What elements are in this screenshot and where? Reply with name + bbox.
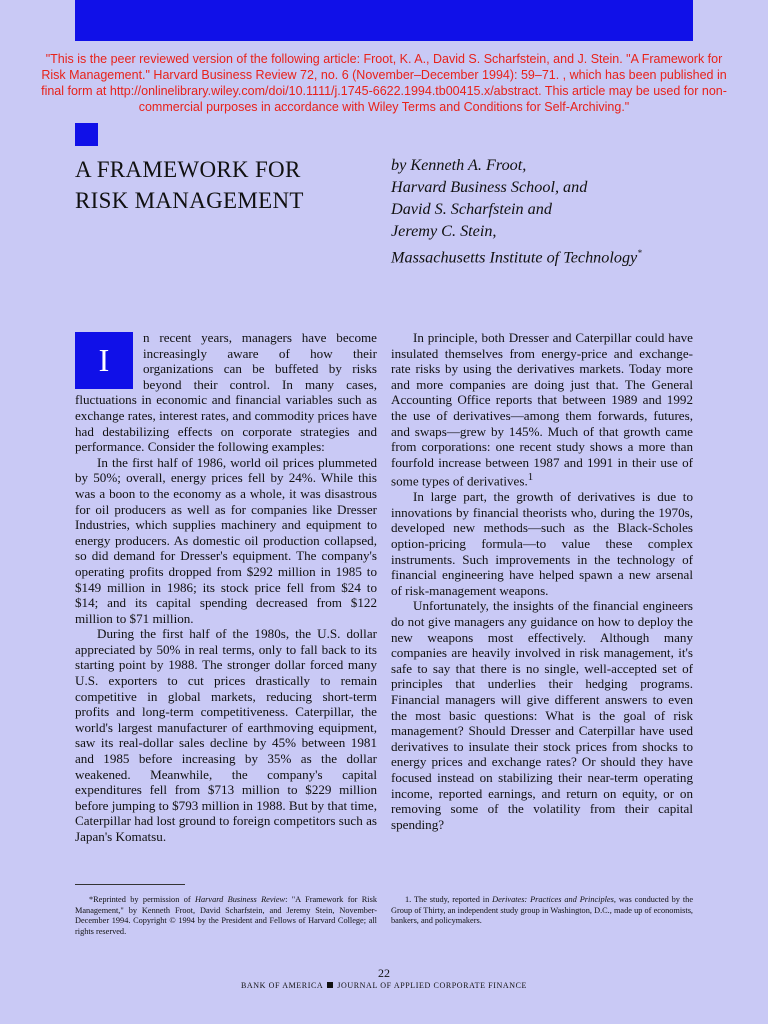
author-line-5 (391, 242, 721, 268)
body-paragraph: In the first half of 1986, world oil prices plummeted by 50%; overall, energy prices fell by 24%. While this was a boon to the economy as a whole, it was disastrous for oil producers as well as for companies like Dresser Industries, which supplies machinery and equipment to energy producers. As domestic oil production collapsed, so did demand for Dresser's equipment. The company's operating profits dropped from $292 million in 1985 to $149 million in 1986; its stock price fell from $24 to $14; and its capital spending decreased from $122 million to $71 million. (75, 454, 377, 626)
footnote-text (75, 895, 377, 937)
footnote-text-part: , was conducted by the Group of Thirty, an independent study group in Washington, D.C., made up of economists, bankers, and policymakers. (391, 895, 694, 926)
footnote-rule (75, 884, 185, 885)
footnote-text-part: : "A Framework for Risk Management," by Kenneth Froot, David Scharfstein, and Jeremy Stein, November-December 1994. Copyright © 1994 by the President and Fellows of Harvard College; all rights reserved. (75, 895, 377, 936)
body-column-left (75, 330, 377, 845)
footer-journal: JOURNAL OF APPLIED CORPORATE FINANCE (337, 981, 528, 990)
drop-cap: I (75, 332, 133, 389)
footer-publisher: BANK OF AMERICA (240, 981, 324, 990)
affiliation-mit: Massachusetts Institute of Technology (391, 248, 638, 267)
footnote-text-part: *Reprinted by permission of (89, 895, 196, 904)
author-line-4: Jeremy C. Stein, (391, 222, 497, 240)
title-line-1: A FRAMEWORK FOR (75, 157, 301, 182)
body-paragraph (391, 330, 693, 489)
footnote-text-part: 1. The study, reported in (405, 895, 493, 904)
title-line-2: RISK MANAGEMENT (75, 188, 304, 213)
page-number: 22 (378, 966, 390, 980)
author-byline (391, 154, 721, 268)
footnote-reprint (75, 895, 377, 937)
author-line-2: Harvard Business School, and (391, 178, 588, 196)
paragraph-text: In principle, both Dresser and Caterpillar could have insulated themselves from energy-price and exchange-rate risks by using the derivatives markets. Today more and more companies are doing just that. The General Accounting Office reports that between 1989 and 1992 the use of derivatives—among them forwards, futures, and swaps—grew by 145%. Much of that growth came from corporations: one recent study shows a more than fourfold increase between 1987 and 1991 in their use of some types of derivatives. (391, 330, 693, 489)
peer-review-notice: "This is the peer reviewed version of the following article: Froot, K. A., David S. Scharfstein, and J. Stein. "A Framework for Risk Management." Harvard Business Review 72, no. 6 (November–December 1994): 59–71. , which has been published in final form at http://onlinelibrary.wiley.com/doi/10.1111/j.1745-6622.1994.tb00415.x/abstract. This article may be used for non-commercial purposes in accordance with Wiley Terms and Conditions for Self-Archiving." (41, 52, 727, 114)
body-column-right (391, 330, 693, 832)
footnote-marker-asterisk: * (637, 248, 642, 258)
author-line-1: by Kenneth A. Froot, (391, 156, 527, 174)
article-title (75, 154, 375, 216)
section-marker-square (75, 123, 98, 146)
body-paragraph: During the first half of the 1980s, the U.S. dollar appreciated by 50% in real terms, only to fall back to its starting point by 1988. The stronger dollar forced many U.S. exporters to cut prices drastically to remain competitive in global markets, reducing short-term profits and long-term competitiveness. Caterpillar, the world's largest manufacturer of earthmoving equipment, saw its real-dollar sales decline by 45% between 1981 and 1985 before increasing by 35% as the dollar weakened. Meanwhile, the company's capital expenditures fell from $713 million to $229 million before jumping to $793 million in 1988. But by that time, Caterpillar had lost ground to foreign competitors such as Japan's Komatsu. (75, 626, 377, 844)
footnote-text (391, 895, 693, 927)
footnote-reference-1: 1 (527, 471, 534, 484)
running-footer (0, 981, 768, 990)
footer-separator-square (327, 982, 333, 988)
footnote-journal-name: Harvard Business Review (195, 895, 286, 904)
body-paragraph: In large part, the growth of derivatives is due to innovations by financial theorists who, during the 1970s, developed new methods—such as the Black-Scholes option-pricing formula—to value these complex instruments. Such improvements in the technology of financial engineering have helped spawn a new arsenal of risk-management weapons. (391, 489, 693, 598)
footnote-study-title: Derivates: Practices and Principles (492, 895, 614, 904)
top-color-bar (75, 0, 693, 41)
body-paragraph: n recent years, managers have become increasingly aware of how their organizations can be buffeted by risks beyond their control. In many cases, fluctuations in economic and financial variables such as exchange rates, interest rates, and commodity prices have had destabilizing effects on corporate strategies and performance. Consider the following examples: (75, 330, 377, 455)
footnote-1 (391, 895, 693, 927)
author-line-3: David S. Scharfstein and (391, 200, 552, 218)
body-paragraph: Unfortunately, the insights of the financial engineers do not give managers any guidance on how to deploy the new weapons most effectively. Although many companies are heavily involved in risk management, it's safe to say that there is no single, well-accepted set of principles that underlies their hedging programs. Financial managers will give different answers to even the most basic questions: What is the goal of risk management? Should Dresser and Caterpillar have used derivatives to insulate their stock prices from shocks to energy prices and exchange rates? Or should they have focused instead on stabilizing their near-term operating income, reported earnings, and return on equity, or on removing some of the volatility from their capital spending? (391, 598, 693, 832)
